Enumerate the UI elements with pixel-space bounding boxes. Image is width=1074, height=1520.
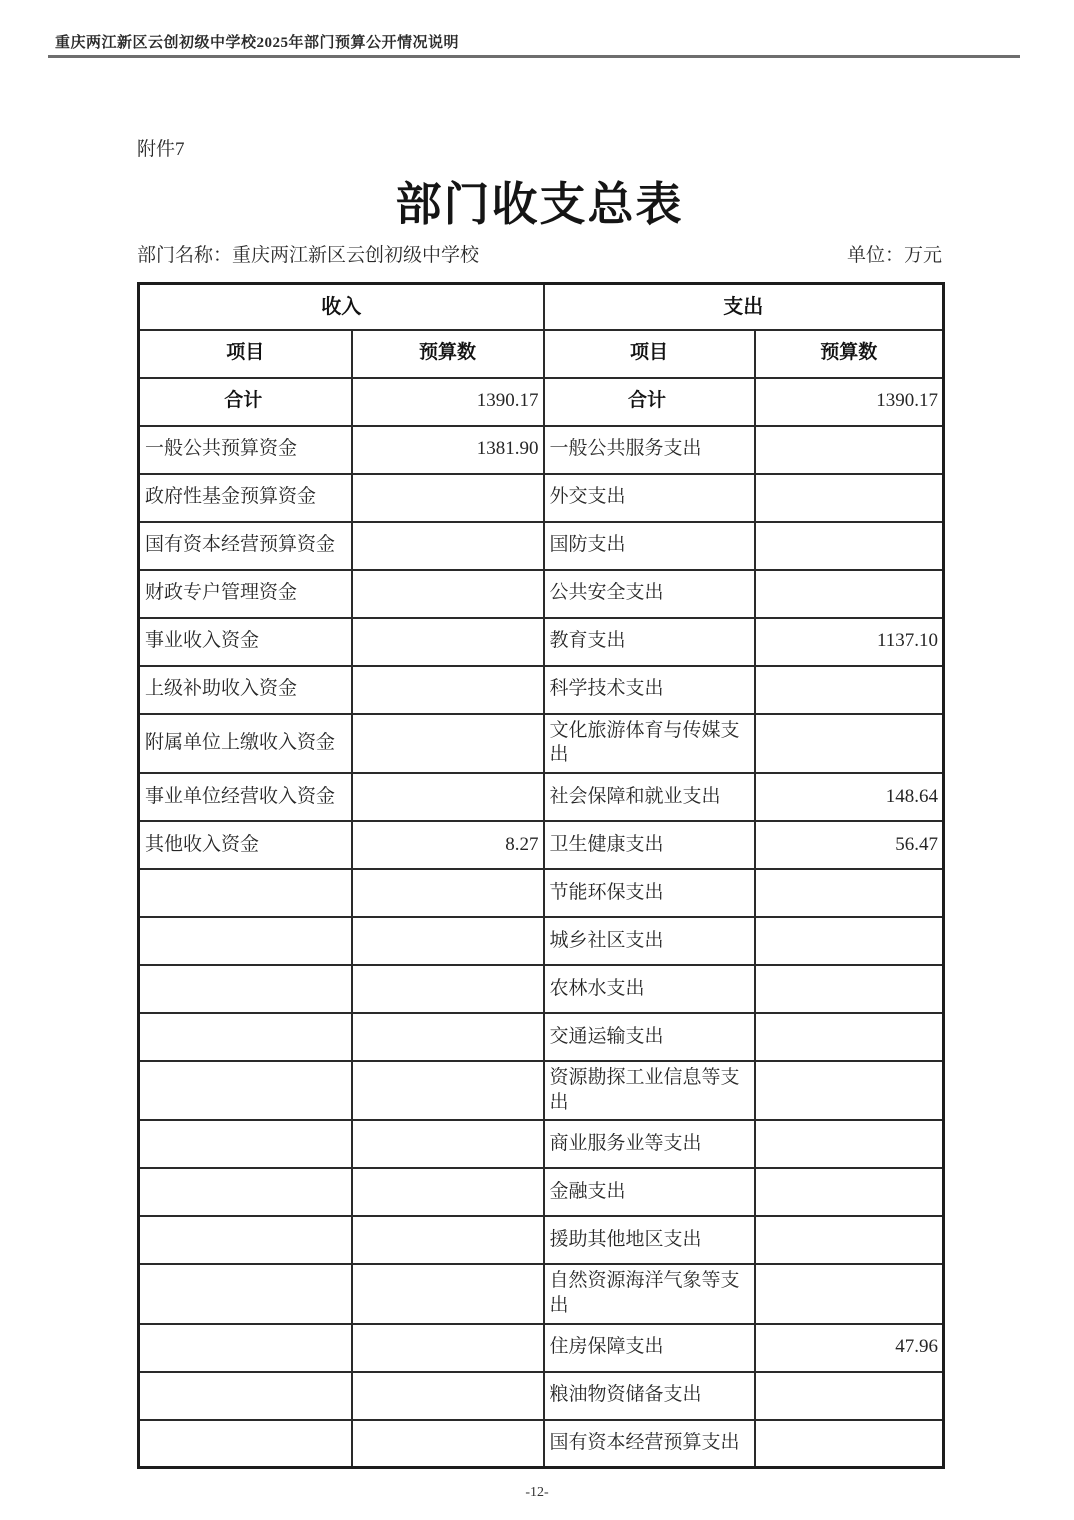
income-item-cell <box>139 1013 352 1061</box>
income-item-cell <box>139 1324 352 1372</box>
column-header-row <box>139 330 944 378</box>
income-budget-cell: 1390.17 <box>352 378 544 426</box>
group-header-row <box>139 284 944 330</box>
expense-item-cell: 文化旅游体育与传媒支出 <box>544 714 755 773</box>
income-budget-cell <box>352 1013 544 1061</box>
income-item-cell <box>139 1264 352 1323</box>
income-item-cell: 附属单位上缴收入资金 <box>139 714 352 773</box>
table-row <box>139 965 944 1013</box>
table-row <box>139 1372 944 1420</box>
income-item-cell: 上级补助收入资金 <box>139 666 352 714</box>
income-item-cell <box>139 869 352 917</box>
income-budget-cell <box>352 869 544 917</box>
table-row <box>139 570 944 618</box>
income-budget-cell <box>352 618 544 666</box>
income-item-cell: 事业收入资金 <box>139 618 352 666</box>
income-item-cell: 财政专户管理资金 <box>139 570 352 618</box>
page-number: -12- <box>525 1485 549 1500</box>
budget-table-body <box>139 378 944 1468</box>
expense-item-cell: 自然资源海洋气象等支出 <box>544 1264 755 1323</box>
income-item-cell <box>139 965 352 1013</box>
expense-item-cell: 金融支出 <box>544 1168 755 1216</box>
expense-item-cell: 援助其他地区支出 <box>544 1216 755 1264</box>
expense-budget-cell <box>755 965 944 1013</box>
table-row <box>139 522 944 570</box>
income-budget-cell <box>352 474 544 522</box>
unit-label: 单位：万元 <box>846 245 942 266</box>
income-item-cell: 事业单位经营收入资金 <box>139 773 352 821</box>
income-budget-cell: 8.27 <box>352 821 544 869</box>
income-budget-cell <box>352 1372 544 1420</box>
expense-item-cell: 国有资本经营预算支出 <box>544 1420 755 1468</box>
expense-budget-cell <box>755 522 944 570</box>
income-item-cell <box>139 917 352 965</box>
expense-budget-header: 预算数 <box>755 330 944 378</box>
income-budget-cell <box>352 1324 544 1372</box>
expense-budget-cell <box>755 474 944 522</box>
expense-item-cell: 外交支出 <box>544 474 755 522</box>
expense-item-cell: 国防支出 <box>544 522 755 570</box>
income-budget-cell <box>352 714 544 773</box>
income-item-cell <box>139 1216 352 1264</box>
expense-item-cell: 教育支出 <box>544 618 755 666</box>
expense-item-cell: 城乡社区支出 <box>544 917 755 965</box>
expense-group-header: 支出 <box>544 284 944 330</box>
income-budget-cell <box>352 1216 544 1264</box>
expense-item-cell: 一般公共服务支出 <box>544 426 755 474</box>
income-budget-cell <box>352 522 544 570</box>
expense-budget-cell <box>755 1420 944 1468</box>
income-item-cell: 政府性基金预算资金 <box>139 474 352 522</box>
income-budget-cell <box>352 965 544 1013</box>
expense-budget-cell <box>755 917 944 965</box>
income-item-header: 项目 <box>139 330 352 378</box>
income-budget-cell <box>352 1120 544 1168</box>
income-item-cell: 其他收入资金 <box>139 821 352 869</box>
expense-budget-cell <box>755 869 944 917</box>
income-item-cell <box>139 1420 352 1468</box>
expense-budget-cell: 148.64 <box>755 773 944 821</box>
expense-item-cell: 粮油物资储备支出 <box>544 1372 755 1420</box>
income-item-cell <box>139 1372 352 1420</box>
expense-budget-cell <box>755 426 944 474</box>
expense-item-cell: 卫生健康支出 <box>544 821 755 869</box>
expense-item-header: 项目 <box>544 330 755 378</box>
expense-budget-cell <box>755 714 944 773</box>
expense-budget-cell: 47.96 <box>755 1324 944 1372</box>
income-item-cell <box>139 1120 352 1168</box>
table-row <box>139 1120 944 1168</box>
expense-budget-cell: 56.47 <box>755 821 944 869</box>
budget-summary-table <box>137 282 945 1469</box>
expense-item-cell: 社会保障和就业支出 <box>544 773 755 821</box>
expense-budget-cell: 1137.10 <box>755 618 944 666</box>
income-budget-cell <box>352 570 544 618</box>
department-name-label: 部门名称：重庆两江新区云创初级中学校 <box>137 245 480 266</box>
table-row <box>139 917 944 965</box>
table-row <box>139 1168 944 1216</box>
expense-budget-cell <box>755 1372 944 1420</box>
income-budget-cell <box>352 773 544 821</box>
income-item-cell <box>139 1168 352 1216</box>
income-budget-cell <box>352 1061 544 1120</box>
running-header: 重庆两江新区云创初级中学校2025年部门预算公开情况说明 <box>55 35 460 51</box>
expense-budget-cell <box>755 1120 944 1168</box>
expense-budget-cell <box>755 570 944 618</box>
expense-item-cell: 商业服务业等支出 <box>544 1120 755 1168</box>
expense-item-cell: 合计 <box>544 378 755 426</box>
expense-item-cell: 资源勘探工业信息等支出 <box>544 1061 755 1120</box>
attachment-label: 附件7 <box>137 139 185 160</box>
expense-item-cell: 科学技术支出 <box>544 666 755 714</box>
expense-budget-cell: 1390.17 <box>755 378 944 426</box>
expense-budget-cell <box>755 1168 944 1216</box>
table-row <box>139 1013 944 1061</box>
table-row <box>139 1324 944 1372</box>
expense-budget-cell <box>755 1061 944 1120</box>
table-row <box>139 666 944 714</box>
table-row <box>139 714 944 773</box>
expense-budget-cell <box>755 1013 944 1061</box>
table-row <box>139 426 944 474</box>
expense-item-cell: 交通运输支出 <box>544 1013 755 1061</box>
income-budget-cell: 1381.90 <box>352 426 544 474</box>
table-row <box>139 474 944 522</box>
income-item-cell <box>139 1061 352 1120</box>
expense-item-cell: 公共安全支出 <box>544 570 755 618</box>
table-row <box>139 869 944 917</box>
income-item-cell: 合计 <box>139 378 352 426</box>
income-budget-header: 预算数 <box>352 330 544 378</box>
expense-item-cell: 住房保障支出 <box>544 1324 755 1372</box>
table-meta-row <box>137 240 942 267</box>
income-budget-cell <box>352 917 544 965</box>
table-row <box>139 773 944 821</box>
income-item-cell: 国有资本经营预算资金 <box>139 522 352 570</box>
income-budget-cell <box>352 666 544 714</box>
expense-budget-cell <box>755 1216 944 1264</box>
income-item-cell: 一般公共预算资金 <box>139 426 352 474</box>
table-row <box>139 1061 944 1120</box>
expense-budget-cell <box>755 1264 944 1323</box>
income-budget-cell <box>352 1420 544 1468</box>
table-row <box>139 1420 944 1468</box>
expense-budget-cell <box>755 666 944 714</box>
table-row <box>139 378 944 426</box>
table-row <box>139 1216 944 1264</box>
income-budget-cell <box>352 1168 544 1216</box>
table-row <box>139 1264 944 1323</box>
income-group-header: 收入 <box>139 284 544 330</box>
header-rule <box>48 55 1020 58</box>
table-row <box>139 821 944 869</box>
page-title: 部门收支总表 <box>395 179 684 230</box>
table-row <box>139 618 944 666</box>
expense-item-cell: 节能环保支出 <box>544 869 755 917</box>
expense-item-cell: 农林水支出 <box>544 965 755 1013</box>
income-budget-cell <box>352 1264 544 1323</box>
